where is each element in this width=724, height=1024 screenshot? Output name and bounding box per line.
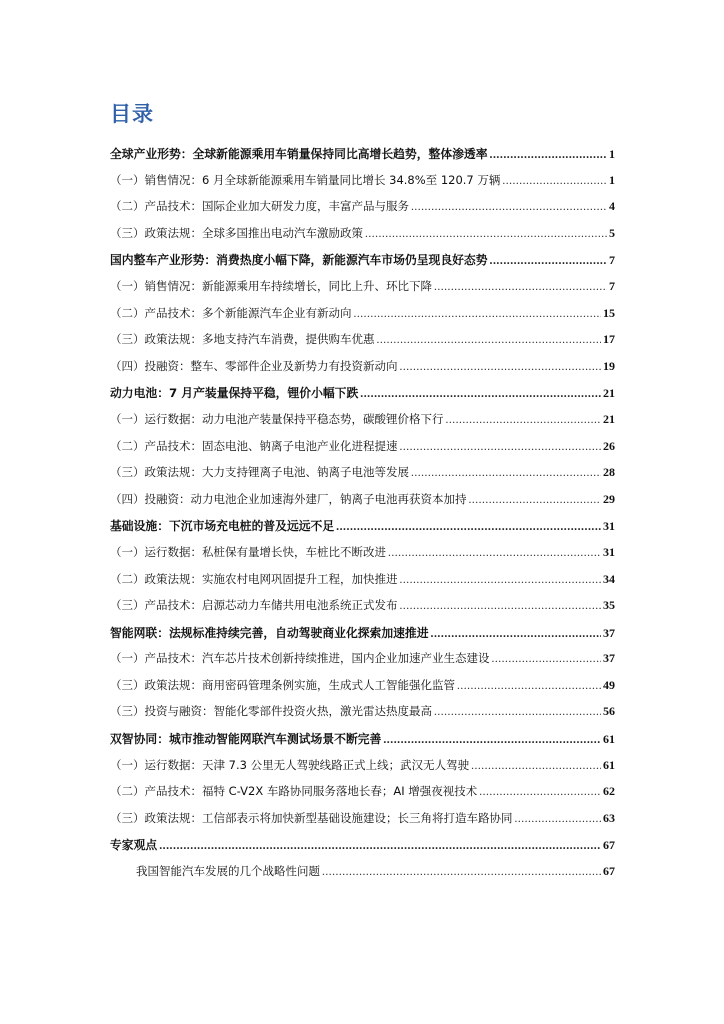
toc-entry-text: 国内整车产业形势：消费热度小幅下降，新能源汽车市场仍呈现良好态势 (110, 253, 488, 268)
toc-page-number: 15 (603, 305, 615, 320)
toc-leader-dots (469, 494, 602, 506)
toc-leader-dots (400, 361, 602, 373)
toc-page-number: 19 (603, 358, 615, 373)
toc-entry[interactable] (110, 491, 615, 518)
toc-leader-dots (471, 760, 601, 772)
toc-entry-text: （一）销售情况：新能源乘用车持续增长，同比上升、环比下降 (110, 278, 432, 293)
toc-entry-text: （一）运行数据：天津 7.3 公里无人驾驶线路正式上线；武汉无人驾驶 (110, 757, 470, 772)
toc-page-number: 4 (609, 199, 615, 214)
table-of-contents (110, 145, 615, 890)
toc-page-number: 28 (603, 465, 615, 480)
toc-entry[interactable] (110, 544, 615, 571)
toc-entry[interactable] (110, 730, 615, 757)
toc-entry-text: （三）政策法规：全球多国推出电动汽车激励政策 (110, 225, 363, 240)
toc-page-number: 17 (603, 332, 615, 347)
toc-leader-dots (354, 308, 602, 320)
toc-page-number: 67 (603, 864, 615, 879)
toc-leader-dots (434, 281, 607, 293)
toc-entry[interactable] (110, 863, 615, 890)
toc-leader-dots (434, 706, 601, 718)
toc-leader-dots (490, 147, 607, 162)
toc-entry-text: （三）产品技术：启源芯动力车储共用电池系统正式发布 (110, 598, 398, 613)
toc-page-number: 5 (609, 225, 615, 240)
toc-leader-dots (322, 866, 601, 878)
toc-page-number: 7 (609, 278, 615, 293)
toc-leader-dots (490, 253, 607, 268)
toc-leader-dots (515, 813, 602, 825)
toc-entry-text: （三）政策法规：大力支持锂离子电池、钠离子电池等发展 (110, 465, 409, 480)
toc-entry[interactable] (110, 358, 615, 385)
toc-entry[interactable] (110, 278, 615, 305)
toc-entry[interactable] (110, 198, 615, 225)
toc-leader-dots (388, 547, 601, 559)
toc-entry[interactable] (110, 172, 615, 199)
toc-entry-text: 智能网联：法规标准持续完善，自动驾驶商业化探索加速推进 (110, 625, 429, 640)
toc-leader-dots (492, 653, 602, 665)
toc-entry-text: （三）政策法规：商用密码管理条例实施，生成式人工智能强化监管 (110, 677, 455, 692)
toc-page-number: 29 (603, 491, 615, 506)
toc-entry-text: 动力电池：7 月产装量保持平稳，锂价小幅下跌 (110, 386, 359, 401)
toc-page-number: 7 (609, 253, 615, 268)
toc-entry-text: （二）产品技术：多个新能源汽车企业有新动向 (110, 305, 352, 320)
toc-page-number: 63 (603, 810, 615, 825)
toc-entry-text: （四）投融资：动力电池企业加速海外建厂，钠离子电池再获资本加持 (110, 491, 467, 506)
toc-entry[interactable] (110, 783, 615, 810)
toc-page-number: 49 (603, 677, 615, 692)
toc-leader-dots (400, 574, 602, 586)
toc-page-number: 21 (603, 411, 615, 426)
toc-page-number: 26 (603, 438, 615, 453)
toc-entry[interactable] (110, 438, 615, 465)
toc-leader-dots (457, 680, 601, 692)
toc-page-number: 67 (603, 838, 615, 853)
toc-page-number: 61 (603, 757, 615, 772)
toc-entry[interactable] (110, 225, 615, 252)
toc-page-number: 1 (609, 147, 615, 161)
toc-page-number: 1 (609, 172, 615, 187)
toc-page-number: 37 (603, 651, 615, 666)
toc-entry-text: （四）投融资：整车、零部件企业及新势力有投资新动向 (110, 358, 398, 373)
toc-leader-dots (365, 228, 607, 240)
toc-entry-text: （二）产品技术：国际企业加大研发力度，丰富产品与服务 (110, 199, 409, 214)
toc-leader-dots (479, 786, 601, 798)
toc-leader-dots (400, 441, 602, 453)
toc-leader-dots (446, 414, 602, 426)
toc-leader-dots (411, 201, 607, 213)
toc-leader-dots (502, 175, 607, 187)
toc-entry[interactable] (110, 384, 615, 411)
toc-leader-dots (383, 732, 601, 747)
toc-leader-dots (377, 334, 602, 346)
toc-entry-text: 全球产业形势：全球新能源乘用车销量保持同比高增长趋势，整体渗透率 (110, 147, 488, 161)
toc-leader-dots (336, 519, 601, 534)
toc-entry-text: 专家观点 (110, 838, 158, 853)
toc-entry-text: （三）投资与融资：智能化零部件投资火热，激光雷达热度最高 (110, 704, 432, 719)
toc-entry-text: （一）运行数据：私桩保有量增长快，车桩比不断改进 (110, 544, 386, 559)
toc-page-number: 35 (603, 598, 615, 613)
toc-entry[interactable] (110, 703, 615, 730)
toc-leader-dots (411, 467, 601, 479)
toc-entry-text: （二）产品技术：固态电池、钠离子电池产业化进程提速 (110, 438, 398, 453)
toc-leader-dots (159, 838, 601, 853)
toc-entry[interactable] (110, 145, 615, 172)
toc-entry[interactable] (110, 624, 615, 651)
toc-page-number: 21 (603, 386, 615, 401)
toc-entry[interactable] (110, 464, 615, 491)
toc-entry-text: （二）产品技术：福特 C-V2X 车路协同服务落地长春；AI 增强夜视技术 (110, 784, 478, 799)
toc-entry[interactable] (110, 305, 615, 332)
toc-page-number: 31 (603, 519, 615, 534)
toc-leader-dots (360, 386, 601, 401)
toc-entry[interactable] (110, 251, 615, 278)
toc-leader-dots (400, 600, 602, 612)
toc-entry[interactable] (110, 571, 615, 598)
toc-entry[interactable] (110, 411, 615, 438)
toc-entry[interactable] (110, 650, 615, 677)
toc-entry[interactable] (110, 757, 615, 784)
toc-entry-text: （一）销售情况：6 月全球新能源乘用车销量同比增长 34.8%至 120.7 万辆 (110, 172, 501, 187)
toc-page-number: 37 (603, 625, 615, 640)
toc-entry-text: （三）政策法规：多地支持汽车消费，提供购车优惠 (110, 332, 375, 347)
toc-page-number: 31 (603, 544, 615, 559)
toc-title: 目录 (110, 102, 154, 126)
toc-entry-text: 我国智能汽车发展的几个战略性问题 (136, 864, 320, 879)
toc-page-number: 61 (603, 732, 615, 747)
toc-entry[interactable] (110, 677, 615, 704)
toc-entry[interactable] (110, 836, 615, 863)
toc-page-number: 62 (603, 784, 615, 799)
toc-entry-text: （三）政策法规：工信部表示将加快新型基础设施建设；长三角将打造车路协同 (110, 810, 513, 825)
toc-entry[interactable] (110, 810, 615, 837)
toc-entry-text: （二）政策法规：实施农村电网巩固提升工程，加快推进 (110, 571, 398, 586)
toc-entry-text: 双智协同：城市推动智能网联汽车测试场景不断完善 (110, 732, 382, 747)
toc-leader-dots (431, 626, 601, 641)
toc-entry[interactable] (110, 331, 615, 358)
toc-page-number: 34 (603, 571, 615, 586)
toc-entry-text: （一）运行数据：动力电池产装量保持平稳态势，碳酸锂价格下行 (110, 411, 444, 426)
toc-entry[interactable] (110, 517, 615, 544)
toc-entry-text: 基础设施：下沉市场充电桩的普及远远不足 (110, 519, 335, 534)
toc-entry[interactable] (110, 597, 615, 624)
toc-entry-text: （一）产品技术：汽车芯片技术创新持续推进，国内企业加速产业生态建设 (110, 651, 490, 666)
toc-page-number: 56 (603, 704, 615, 719)
